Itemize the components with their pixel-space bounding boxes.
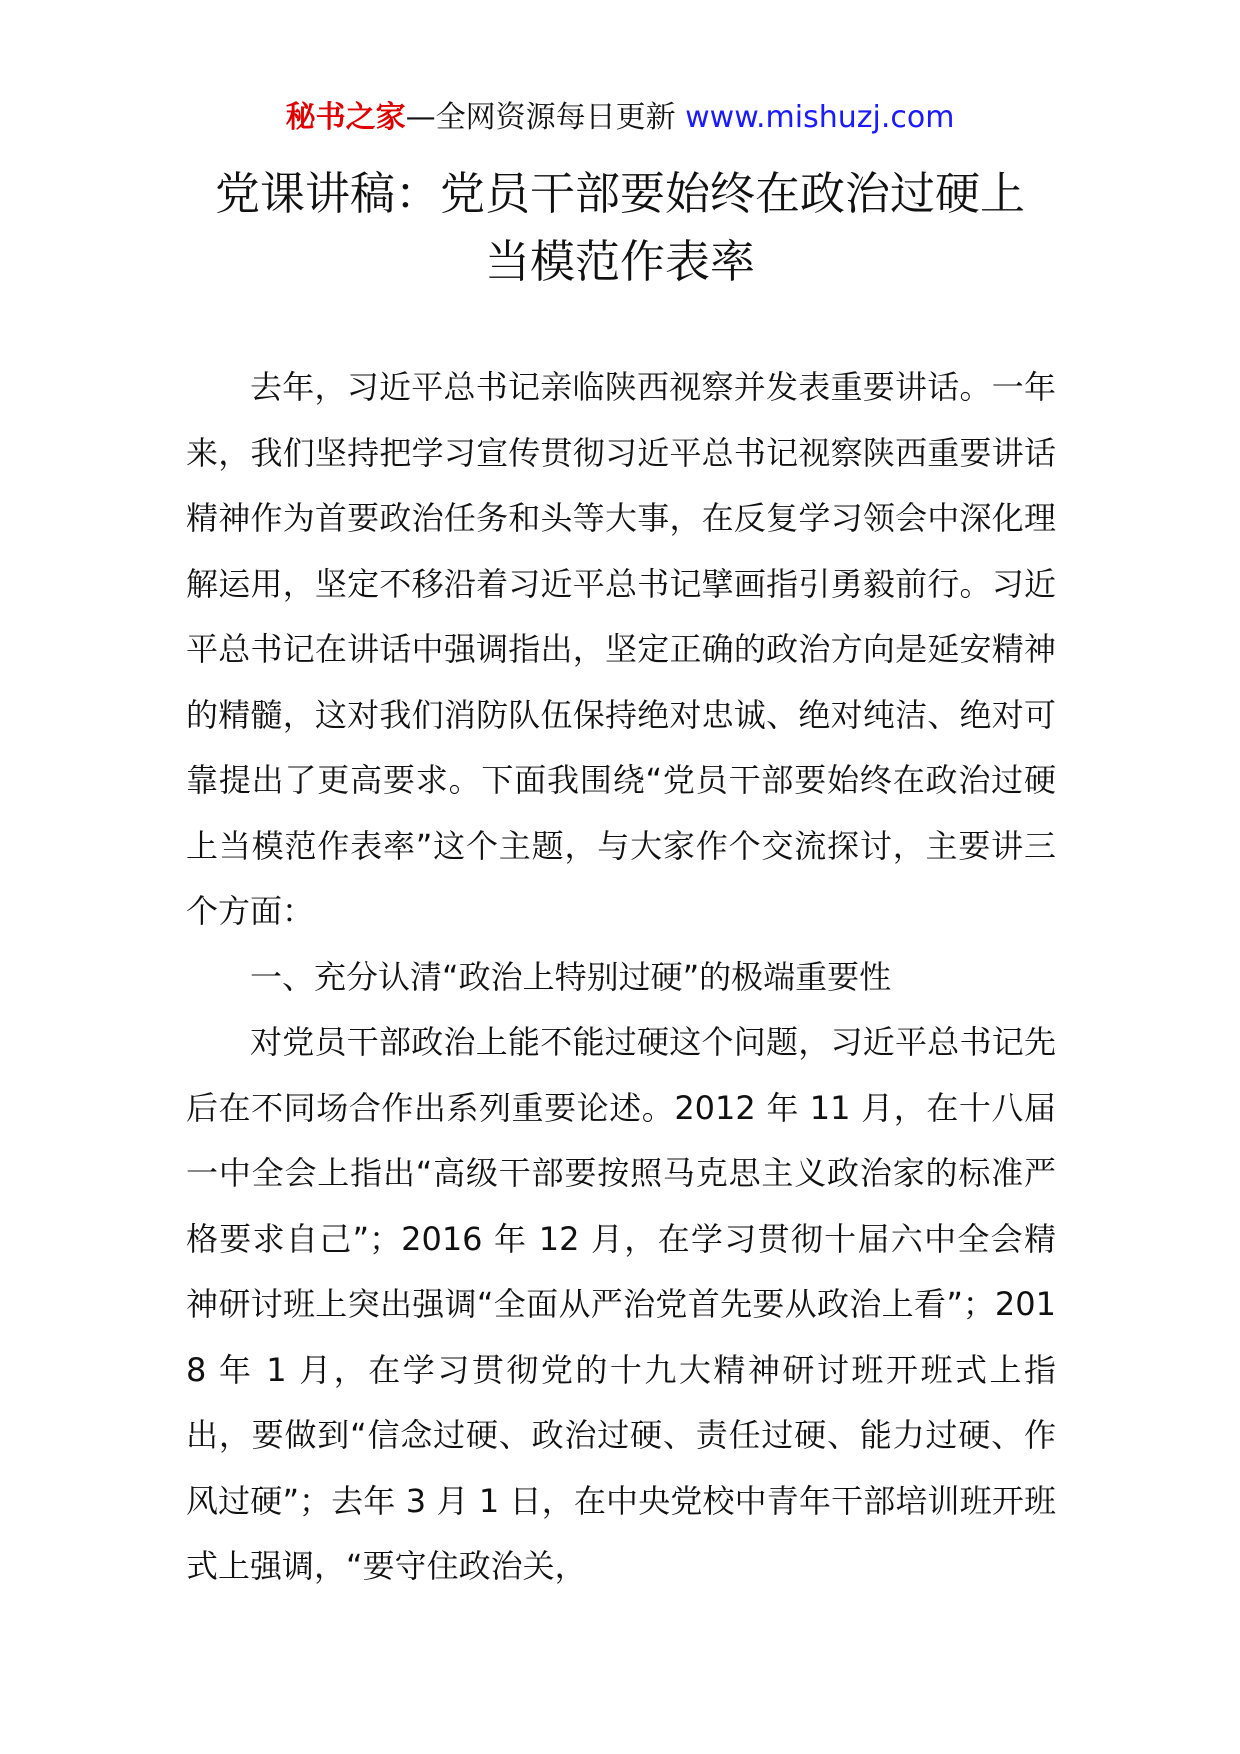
title-line-2: 当模范作表率: [484, 235, 755, 288]
section-heading-1: 一、充分认清“政治上特别过硬”的极端重要性: [250, 957, 892, 996]
site-header: [0, 98, 1240, 138]
brand-name: 秘书之家: [285, 100, 406, 135]
header-tagline: —全网资源每日更新: [405, 100, 686, 135]
title-line-1: 党课讲稿：党员干部要始终在政治过硬上: [214, 167, 1025, 220]
document-body: [186, 355, 1056, 1600]
paragraph-intro: 去年，习近平总书记亲临陕西视察并发表重要讲话。一年来，我们坚持把学习宣传贯彻习近平总书记视察陕西重要讲话精神作为首要政治任务和头等大事，在反复学习领会中深化理解运用，坚定不移沿着习近平总书记擘画指引勇毅前行。习近平总书记在讲话中强调指出，坚定正确的政治方向是延安精神的精髓，这对我们消防队伍保持绝对忠诚、绝对纯洁、绝对可靠提出了更高要求。下面我围绕“党员干部要始终在政治过硬上当模范作表率”这个主题，与大家作个交流探讨，主要讲三个方面：: [186, 368, 1056, 930]
paragraph-section-1: 对党员干部政治上能不能过硬这个问题，习近平总书记先后在不同场合作出系列重要论述。2012 年 11 月，在十八届一中全会上指出“高级干部要按照马克思主义政治家的标准严格要求自己”；2016 年 12 月，在学习贯彻十届六中全会精神研讨班上突出强调“全面从严治党首先要从政治上看”；2018 年 1 月，在学习贯彻党的十九大精神研讨班开班式上指出，要做到“信念过硬、政治过硬、责任过硬、能力过硬、作风过硬”；去年 3 月 1 日，在中央党校中青年干部培训班开班式上强调，“要守住政治关，: [186, 1023, 1056, 1585]
document-title: [0, 160, 1240, 296]
site-url-link[interactable]: www.mishuzj.com: [685, 100, 955, 135]
